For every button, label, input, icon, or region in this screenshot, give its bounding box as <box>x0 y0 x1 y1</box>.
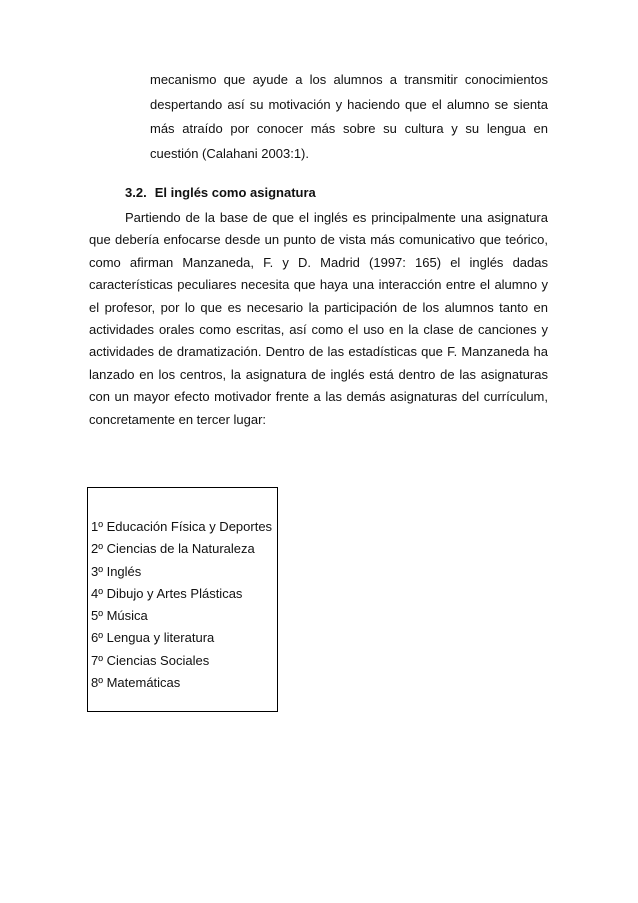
section-heading <box>125 181 316 205</box>
ranking-item: 6º Lengua y literatura <box>91 630 215 646</box>
ranking-item: 7º Ciencias Sociales <box>91 652 210 668</box>
ranking-item: 8º Matemáticas <box>91 675 181 691</box>
section-number: 3.2. <box>125 185 147 200</box>
ranking-item: 2º Ciencias de la Naturaleza <box>91 541 255 557</box>
paragraph-line: con un mayor efecto motivador frente a las demás asignaturas del currículum, <box>89 389 548 405</box>
body-paragraph <box>89 207 548 431</box>
quote-line: más atraído por conocer más sobre su cultura y su lengua en <box>150 121 548 137</box>
ranking-box <box>87 487 278 712</box>
paragraph-line: actividades orales como escritas, así como el uso en la clase de canciones y <box>89 322 548 338</box>
paragraph-line: el profesor, por lo que es necesario la participación de los alumnos tanto en <box>89 299 548 315</box>
paragraph-line: que debería enfocarse desde un punto de vista más comunicativo que teórico, <box>89 232 548 248</box>
paragraph-line: características peculiares necesita que haya una interacción entre el alumno y <box>89 277 548 293</box>
section-title: El inglés como asignatura <box>154 185 316 200</box>
ranking-item: 4º Dibujo y Artes Plásticas <box>91 585 243 601</box>
quote-line: mecanismo que ayude a los alumnos a transmitir conocimientos <box>150 72 548 87</box>
ranking-item: 5º Música <box>91 608 148 624</box>
paragraph-line: concretamente en tercer lugar: <box>89 411 267 427</box>
quote-block <box>150 68 548 167</box>
ranking-list <box>88 488 277 694</box>
quote-line: cuestión (Calahani 2003:1). <box>150 146 309 162</box>
paragraph-line: como afirman Manzaneda, F. y D. Madrid (1997: 165) el inglés dadas <box>89 254 548 270</box>
paragraph-line: Partiendo de la base de que el inglés es principalmente una asignatura <box>125 210 548 225</box>
quote-line: despertando así su motivación y haciendo que el alumno se sienta <box>150 96 548 112</box>
ranking-item: 1º Educación Física y Deportes <box>91 519 273 534</box>
ranking-item: 3º Inglés <box>91 563 142 579</box>
paragraph-line: actividades de dramatización. Dentro de las estadísticas que F. Manzaneda ha <box>89 344 548 360</box>
paragraph-line: lanzado en los centros, la asignatura de inglés está dentro de las asignaturas <box>89 366 548 382</box>
